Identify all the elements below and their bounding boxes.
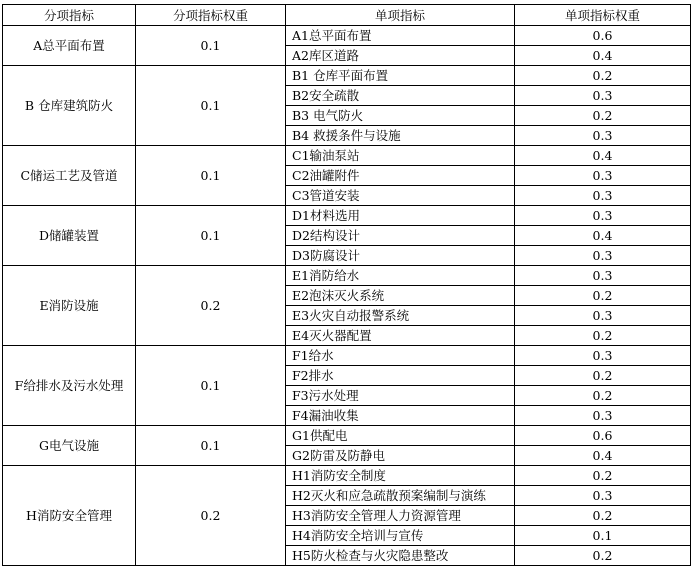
category-weight-cell: 0.2 <box>136 266 286 346</box>
header-item: 单项指标 <box>286 5 515 26</box>
item-name-cell: H2灭火和应急疏散预案编制与演练 <box>286 486 515 506</box>
item-weight-cell: 0.2 <box>515 66 691 86</box>
item-name-cell: E4灭火器配置 <box>286 326 515 346</box>
item-weight-cell: 0.3 <box>515 486 691 506</box>
item-weight-cell: 0.2 <box>515 326 691 346</box>
category-weight-cell: 0.2 <box>136 466 286 566</box>
table-row <box>3 26 691 46</box>
item-weight-cell: 0.3 <box>515 126 691 146</box>
item-weight-cell: 0.3 <box>515 246 691 266</box>
category-weight-cell: 0.1 <box>136 146 286 206</box>
item-name-cell: B3 电气防火 <box>286 106 515 126</box>
item-weight-cell: 0.3 <box>515 206 691 226</box>
item-weight-cell: 0.2 <box>515 106 691 126</box>
category-weight-cell: 0.1 <box>136 346 286 426</box>
item-name-cell: H5防火检查与火灾隐患整改 <box>286 546 515 566</box>
table-row <box>3 346 691 366</box>
category-cell: H消防安全管理 <box>3 466 136 566</box>
category-cell: G电气设施 <box>3 426 136 466</box>
item-name-cell: A2库区道路 <box>286 46 515 66</box>
header-row <box>3 5 691 26</box>
item-weight-cell: 0.3 <box>515 406 691 426</box>
item-name-cell: E1消防给水 <box>286 266 515 286</box>
item-weight-cell: 0.1 <box>515 526 691 546</box>
item-name-cell: B2安全疏散 <box>286 86 515 106</box>
table-row <box>3 146 691 166</box>
item-name-cell: A1总平面布置 <box>286 26 515 46</box>
item-name-cell: H1消防安全制度 <box>286 466 515 486</box>
item-weight-cell: 0.4 <box>515 146 691 166</box>
item-weight-cell: 0.6 <box>515 26 691 46</box>
item-weight-cell: 0.2 <box>515 506 691 526</box>
table-row <box>3 206 691 226</box>
item-name-cell: H4消防安全培训与宣传 <box>286 526 515 546</box>
category-cell: C储运工艺及管道 <box>3 146 136 206</box>
item-name-cell: D1材料选用 <box>286 206 515 226</box>
item-name-cell: F3污水处理 <box>286 386 515 406</box>
item-weight-cell: 0.4 <box>515 446 691 466</box>
table-row <box>3 426 691 446</box>
item-name-cell: B1 仓库平面布置 <box>286 66 515 86</box>
item-name-cell: H3消防安全管理人力资源管理 <box>286 506 515 526</box>
item-name-cell: G1供配电 <box>286 426 515 446</box>
table-row <box>3 266 691 286</box>
table-row <box>3 466 691 486</box>
category-cell: A总平面布置 <box>3 26 136 66</box>
category-weight-cell: 0.1 <box>136 426 286 466</box>
category-cell: B 仓库建筑防火 <box>3 66 136 146</box>
category-weight-cell: 0.1 <box>136 26 286 66</box>
category-cell: E消防设施 <box>3 266 136 346</box>
table-row <box>3 66 691 86</box>
item-weight-cell: 0.2 <box>515 466 691 486</box>
category-weight-cell: 0.1 <box>136 66 286 146</box>
item-weight-cell: 0.3 <box>515 166 691 186</box>
item-name-cell: D2结构设计 <box>286 226 515 246</box>
category-weight-cell: 0.1 <box>136 206 286 266</box>
item-weight-cell: 0.3 <box>515 186 691 206</box>
item-weight-cell: 0.2 <box>515 286 691 306</box>
category-cell: D储罐装置 <box>3 206 136 266</box>
item-weight-cell: 0.4 <box>515 46 691 66</box>
item-name-cell: C3管道安装 <box>286 186 515 206</box>
item-weight-cell: 0.2 <box>515 546 691 566</box>
header-category-weight: 分项指标权重 <box>136 5 286 26</box>
category-cell: F给排水及污水处理 <box>3 346 136 426</box>
header-category: 分项指标 <box>3 5 136 26</box>
header-item-weight: 单项指标权重 <box>515 5 691 26</box>
item-name-cell: C1输油泵站 <box>286 146 515 166</box>
item-name-cell: B4 救援条件与设施 <box>286 126 515 146</box>
item-name-cell: F1给水 <box>286 346 515 366</box>
item-name-cell: C2油罐附件 <box>286 166 515 186</box>
item-weight-cell: 0.3 <box>515 306 691 326</box>
item-weight-cell: 0.4 <box>515 226 691 246</box>
item-name-cell: D3防腐设计 <box>286 246 515 266</box>
item-name-cell: G2防雷及防静电 <box>286 446 515 466</box>
item-weight-cell: 0.3 <box>515 86 691 106</box>
item-weight-cell: 0.3 <box>515 346 691 366</box>
item-weight-cell: 0.3 <box>515 266 691 286</box>
index-weight-table <box>2 4 691 566</box>
item-name-cell: F4漏油收集 <box>286 406 515 426</box>
item-weight-cell: 0.6 <box>515 426 691 446</box>
item-weight-cell: 0.2 <box>515 386 691 406</box>
item-name-cell: E3火灾自动报警系统 <box>286 306 515 326</box>
item-name-cell: F2排水 <box>286 366 515 386</box>
item-name-cell: E2泡沫灭火系统 <box>286 286 515 306</box>
table-body <box>3 26 691 566</box>
item-weight-cell: 0.2 <box>515 366 691 386</box>
